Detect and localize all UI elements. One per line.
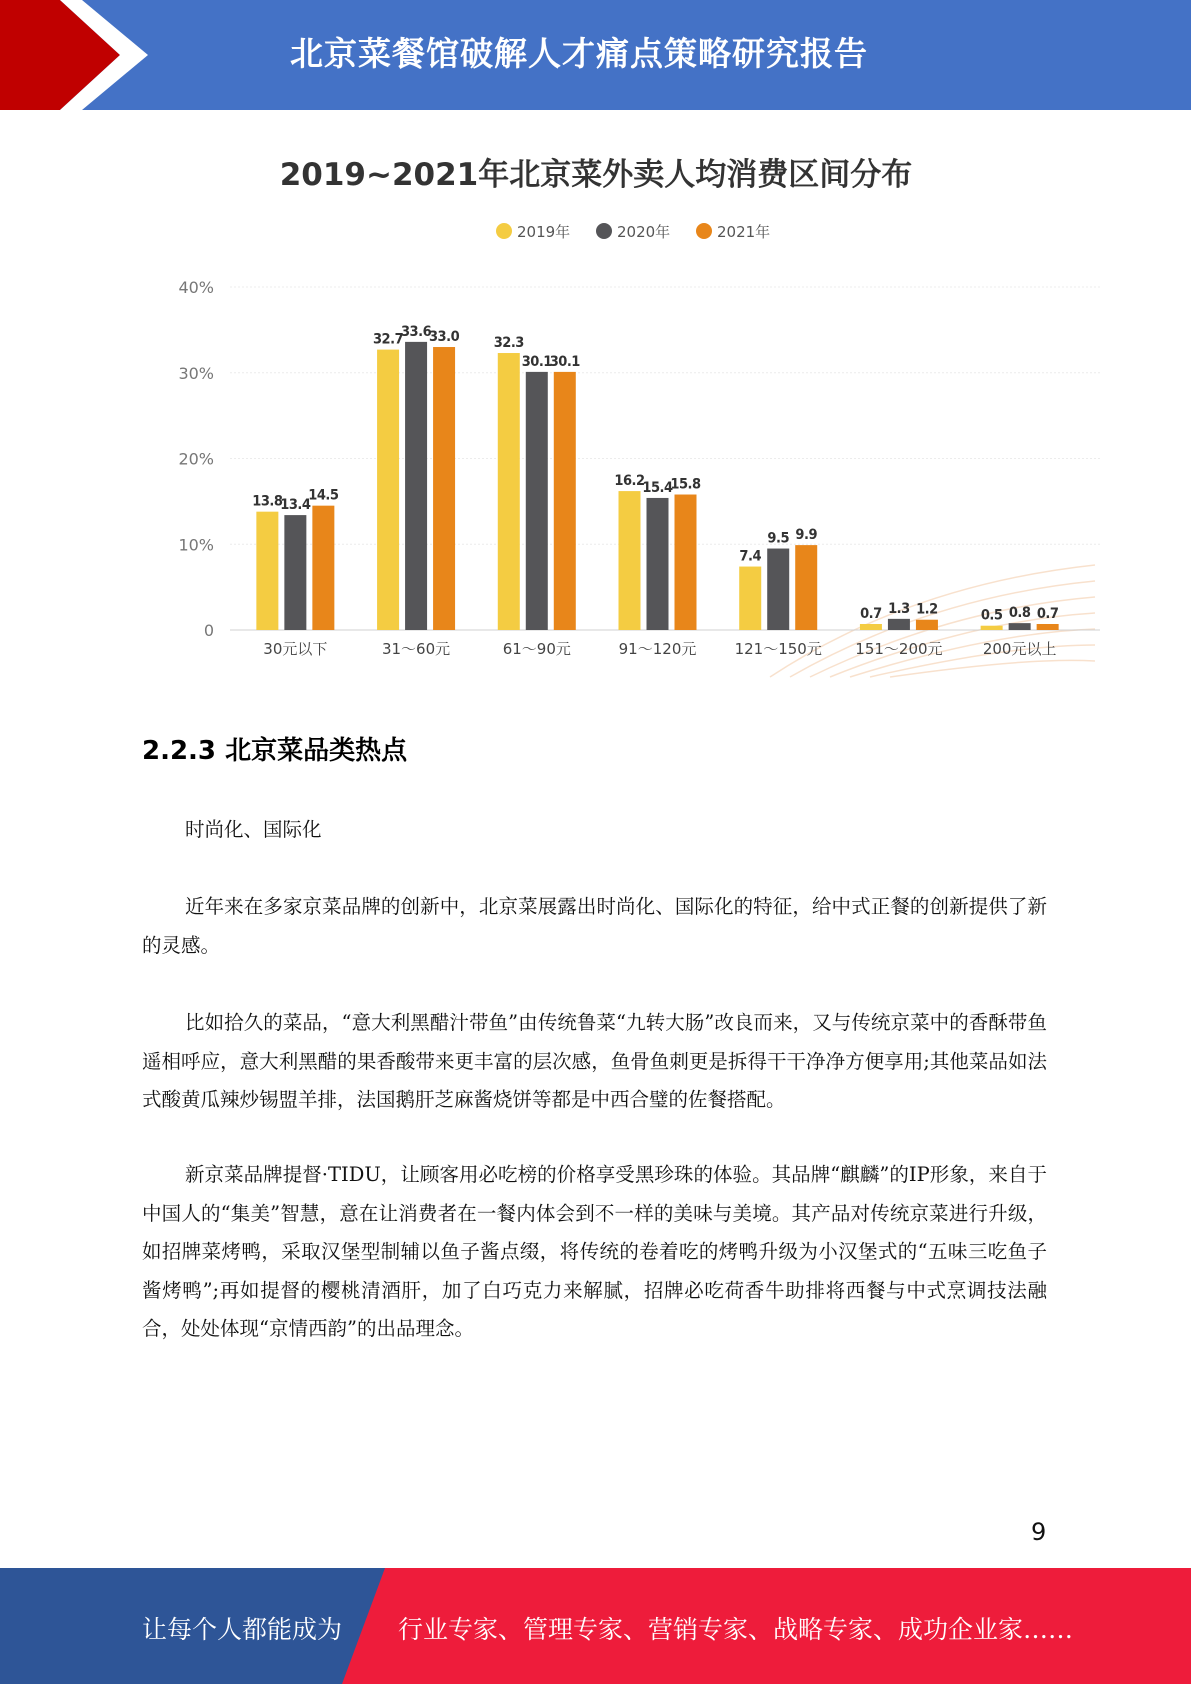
report-title: 北京菜餐馆破解人才痛点策略研究报告 <box>290 34 868 73</box>
bar-value-label-0-0: 13.8 <box>252 493 283 510</box>
x-tick-label-1: 31～60元 <box>381 640 451 658</box>
legend-marker-0 <box>496 223 512 239</box>
chart-legend <box>496 223 770 241</box>
footer-slogan-right: 行业专家、管理专家、营销专家、战略专家、成功企业家…… <box>398 1615 1074 1644</box>
chart-bars <box>252 324 1059 630</box>
bar-6-0 <box>981 626 1003 630</box>
bar-4-1 <box>767 549 789 630</box>
bar-value-label-3-0: 16.2 <box>614 473 645 490</box>
bar-value-label-1-0: 32.7 <box>372 331 404 348</box>
bar-2-1 <box>526 372 548 630</box>
x-tick-label-6: 200元以上 <box>982 640 1057 658</box>
bar-1-0 <box>377 350 399 630</box>
legend-marker-2 <box>696 223 712 239</box>
bar-6-2 <box>1037 624 1059 630</box>
bar-2-0 <box>498 353 520 630</box>
legend-label-0: 2019年 <box>517 223 571 241</box>
chart-x-axis <box>263 640 1056 658</box>
bar-value-label-3-1: 15.4 <box>642 479 673 496</box>
bar-value-label-6-1: 0.8 <box>1008 605 1031 622</box>
page-number: 9 <box>1031 1518 1047 1546</box>
footer-slogan-left: 让每个人都能成为 <box>142 1615 343 1644</box>
bar-4-2 <box>795 545 817 630</box>
bar-value-label-5-1: 1.3 <box>888 600 910 617</box>
legend-label-1: 2020年 <box>617 223 671 241</box>
x-tick-label-2: 61～90元 <box>502 640 571 658</box>
bar-chart <box>170 145 1100 685</box>
bar-value-label-5-2: 1.2 <box>916 601 938 618</box>
bar-value-label-4-0: 7.4 <box>739 548 762 565</box>
bar-value-label-1-1: 33.6 <box>400 323 432 340</box>
bar-3-0 <box>619 491 641 630</box>
x-tick-label-5: 151～200元 <box>855 640 943 658</box>
bar-value-label-0-2: 14.5 <box>308 487 339 504</box>
paragraph-subtitle: 时尚化、国际化 <box>185 818 322 841</box>
paragraph-example-tidu: 新京菜品牌提督·TIDU，让顾客用必吃榜的价格享受黑珍珠的体验。其品牌“麒麟”的IP形象，来自于中国人的“集美”智慧，意在让消费者在一餐内体会到不一样的美味与美境。其产品对传统京菜进行升级，如招牌菜烤鸭，采取汉堡型制辅以鱼子酱点缀，将传统的卷着吃的烤鸭升级为小汉堡式的“五味三吃鱼子酱烤鸭”;再如提督的樱桃清酒肝，加了白巧克力来解腻，招牌必吃荷香牛助排将西餐与中式烹调技法融合，处处体现“京情西韵”的出品理念。 <box>142 1163 1047 1340</box>
x-tick-label-3: 91～120元 <box>618 640 697 658</box>
page-header <box>0 0 1191 110</box>
bar-3-2 <box>675 495 697 630</box>
y-tick-label-2: 20% <box>178 449 214 469</box>
bar-value-label-2-2: 30.1 <box>549 353 580 370</box>
y-tick-label-4: 40% <box>178 278 214 297</box>
bar-1-1 <box>405 342 427 630</box>
bar-0-2 <box>312 506 334 630</box>
legend-marker-1 <box>596 223 612 239</box>
y-tick-label-3: 30% <box>178 363 214 383</box>
legend-label-2: 2021年 <box>717 223 771 241</box>
paragraph-intro: 近年来在多家京菜品牌的创新中，北京菜展露出时尚化、国际化的特征，给中式正餐的创新提供了新的灵感。 <box>142 895 1047 957</box>
bar-5-1 <box>888 619 910 630</box>
bar-5-0 <box>860 624 882 630</box>
bar-value-label-5-0: 0.7 <box>860 605 882 622</box>
bar-value-label-6-2: 0.7 <box>1036 605 1059 622</box>
bar-4-0 <box>739 567 761 630</box>
section-heading: 2.2.3 北京菜品类热点 <box>142 736 408 766</box>
chart-svg <box>170 145 1100 685</box>
bar-value-label-4-2: 9.9 <box>795 527 818 544</box>
bar-2-2 <box>554 372 576 630</box>
bar-value-label-6-0: 0.5 <box>980 607 1003 624</box>
bar-0-0 <box>256 512 278 630</box>
bar-3-1 <box>647 498 669 630</box>
x-tick-label-4: 121～150元 <box>734 640 822 658</box>
bar-value-label-3-2: 15.8 <box>670 476 701 493</box>
chart-title: 2019~2021年北京菜外卖人均消费区间分布 <box>279 157 913 193</box>
x-tick-label-0: 30元以下 <box>263 640 328 658</box>
y-tick-label-1: 10% <box>178 535 214 555</box>
bar-0-1 <box>284 515 306 630</box>
bar-5-2 <box>916 620 938 630</box>
chart-y-axis <box>178 278 214 640</box>
bar-value-label-4-1: 9.5 <box>767 530 790 547</box>
bar-6-1 <box>1009 623 1031 630</box>
bar-1-2 <box>433 347 455 630</box>
bar-value-label-2-0: 32.3 <box>493 335 524 352</box>
paragraph-example-shijiu: 比如拾久的菜品，“意大利黑醋汁带鱼”由传统鲁菜“九转大肠”改良而来，又与传统京菜中的香酥带鱼遥相呼应，意大利黑醋的果香酸带来更丰富的层次感，鱼骨鱼刺更是拆得干干净净方便享用;其他菜品如法式酸黄瓜辣炒锡盟羊排，法国鹅肝芝麻酱烧饼等都是中西合璧的佐餐搭配。 <box>142 1011 1047 1111</box>
bar-value-label-1-2: 33.0 <box>428 329 460 346</box>
bar-value-label-2-1: 30.1 <box>521 353 552 370</box>
page-footer <box>0 1568 1191 1684</box>
header-arrow-decoration <box>0 0 160 110</box>
y-tick-label-0: 0 <box>203 621 214 640</box>
bar-value-label-0-1: 13.4 <box>280 497 311 514</box>
